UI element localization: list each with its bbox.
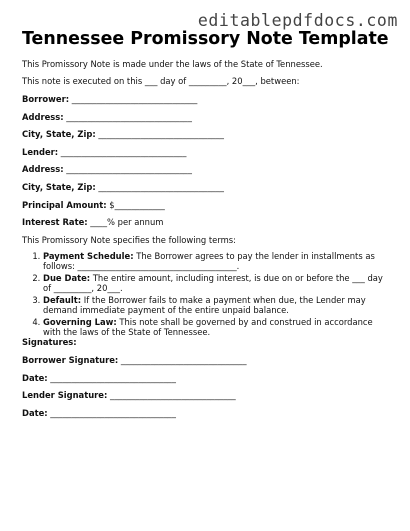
borrower-field xyxy=(22,94,197,105)
interest-line: ____% per annum xyxy=(87,217,164,227)
borrower-date-line: ______________________________ xyxy=(47,373,176,383)
borrower-line: ______________________________ xyxy=(69,94,198,104)
borrower-date-label: Date: xyxy=(22,373,48,383)
borrower-address-field xyxy=(22,112,192,123)
terms-intro: This Promissory Note specifies the following terms: xyxy=(22,235,236,245)
borrower-date-field xyxy=(22,373,176,384)
term-text: The entire amount, including interest, is due on or before the ___ day of _________, 20___. xyxy=(43,273,383,293)
lender-date-label: Date: xyxy=(22,408,48,418)
lender-field xyxy=(22,147,186,158)
terms-list xyxy=(22,251,389,339)
term-label: Payment Schedule: xyxy=(43,251,134,261)
interest-label: Interest Rate: xyxy=(22,217,88,227)
term-label: Due Date: xyxy=(43,273,91,283)
term-label: Governing Law: xyxy=(43,317,117,327)
borrower-signature-label: Borrower Signature: xyxy=(22,355,119,365)
borrower-signature-line: ______________________________ xyxy=(118,355,247,365)
term-governing-law xyxy=(43,317,389,337)
lender-address-field xyxy=(22,164,192,175)
lender-signature-label: Lender Signature: xyxy=(22,390,108,400)
principal-field xyxy=(22,200,165,211)
principal-line: $____________ xyxy=(106,200,165,210)
lender-city-line: ______________________________ xyxy=(95,182,224,192)
borrower-city-label: City, State, Zip: xyxy=(22,129,96,139)
borrower-signature-field xyxy=(22,355,247,366)
lender-date-field xyxy=(22,408,176,419)
interest-field xyxy=(22,217,163,228)
lender-signature-line: ______________________________ xyxy=(107,390,236,400)
lender-line: ______________________________ xyxy=(58,147,187,157)
lender-city-label: City, State, Zip: xyxy=(22,182,96,192)
lender-label: Lender: xyxy=(22,147,59,157)
term-text: This note shall be governed by and construed in accordance with the laws of the State of Tennessee. xyxy=(43,317,373,337)
term-text: The Borrower agrees to pay the lender in installments as follows: ______________________________________. xyxy=(43,251,375,271)
principal-label: Principal Amount: xyxy=(22,200,107,210)
lender-date-line: ______________________________ xyxy=(47,408,176,418)
borrower-address-label: Address: xyxy=(22,112,64,122)
term-due-date xyxy=(43,273,389,293)
intro-paragraph: This Promissory Note is made under the laws of the State of Tennessee. xyxy=(22,59,323,69)
watermark: editablepdfdocs.com xyxy=(197,11,398,30)
borrower-city-line: ______________________________ xyxy=(95,129,224,139)
signatures-heading xyxy=(22,337,77,348)
executed-paragraph: This note is executed on this ___ day of _________, 20___, between: xyxy=(22,76,300,86)
borrower-city-field xyxy=(22,129,224,140)
document-title: Tennessee Promissory Note Template xyxy=(22,29,389,49)
lender-address-line: ______________________________ xyxy=(63,164,192,174)
document-page xyxy=(22,28,394,418)
term-payment-schedule xyxy=(43,251,389,271)
term-default xyxy=(43,295,389,315)
term-text: If the Borrower fails to make a payment when due, the Lender may demand immediate payment of the entire unpaid balance. xyxy=(43,295,366,315)
lender-city-field xyxy=(22,182,224,193)
signatures-heading-text: Signatures: xyxy=(22,337,77,347)
borrower-label: Borrower: xyxy=(22,94,70,104)
term-label: Default: xyxy=(43,295,82,305)
borrower-address-line: ______________________________ xyxy=(63,112,192,122)
lender-address-label: Address: xyxy=(22,164,64,174)
lender-signature-field xyxy=(22,390,236,401)
